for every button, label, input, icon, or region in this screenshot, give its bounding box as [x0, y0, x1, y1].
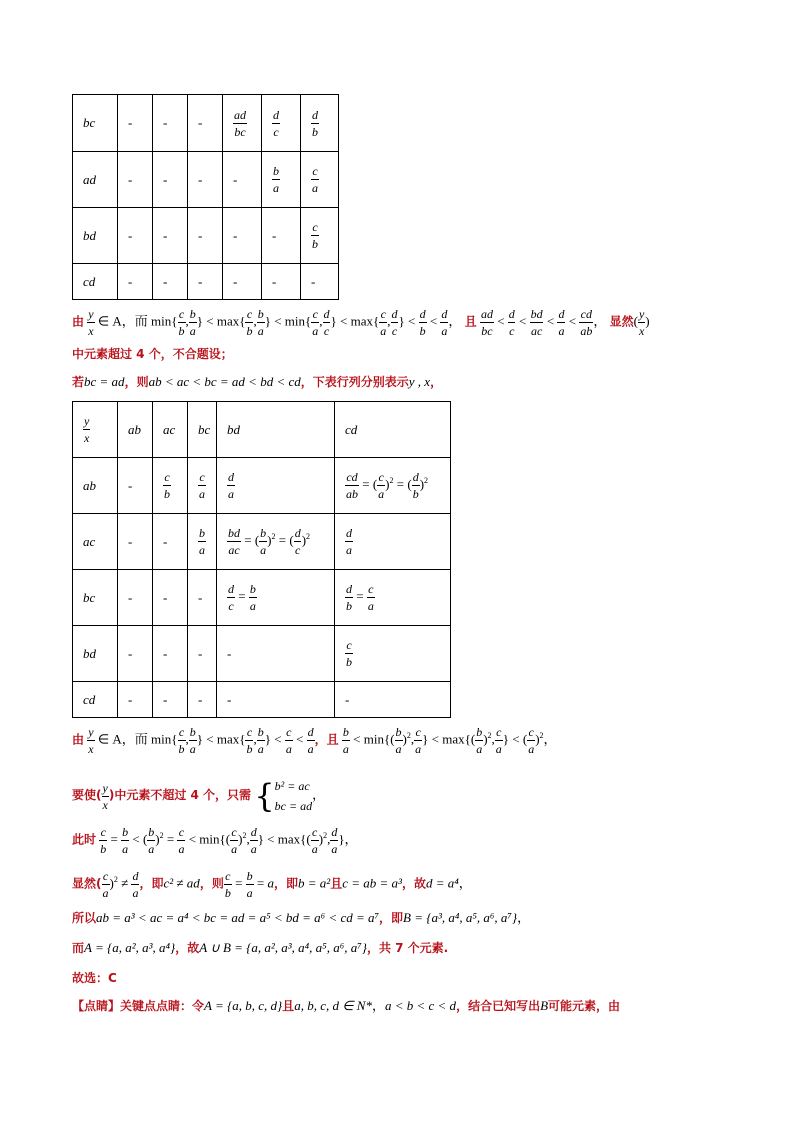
- reasoning-line-2: 中元素超过 4 个，不合题设；: [72, 347, 233, 361]
- math: y , x: [408, 374, 431, 389]
- math: a < b < c < d: [384, 998, 457, 1013]
- table-cell: -: [118, 458, 153, 514]
- table-cell: -: [217, 682, 335, 718]
- table-cell: -: [188, 152, 223, 208]
- math: d = a⁴: [425, 875, 459, 891]
- table-cell: -: [118, 570, 153, 626]
- row-header: ad: [73, 152, 118, 208]
- table-cell: -: [188, 682, 217, 718]
- row-header: bc: [73, 95, 118, 152]
- equation-system: { b² = ac bc = ad: [254, 777, 313, 815]
- table-cell: -: [153, 264, 188, 300]
- table-cell: -: [262, 208, 301, 264]
- text: ，共 7 个元素.: [366, 941, 449, 955]
- table-cell: -: [188, 570, 217, 626]
- text: ，则: [124, 375, 149, 389]
- text: ，故: [175, 941, 200, 955]
- table-cell: $\frac{d}{b}$ = $\frac{c}{a}$: [335, 570, 451, 626]
- text: 所以: [72, 911, 97, 925]
- table-cell: $\frac{cd}{ab}$ = ( $\frac{c}{a}$ )$^2$ = ( $\frac{d}{b}$ )$^2$: [335, 458, 451, 514]
- table-cell: -: [223, 208, 262, 264]
- math: ∈ A，而 min{: [97, 313, 178, 329]
- reasoning-line-1: 由 $\frac{y}{x}$ ∈ A，而 min{ $\frac{c}{b}$ , $\frac{b}{a}$ } < max{ $\frac{c}{b}$ , $\frac{b}{a}$ } < min{ $\frac{c}{a}$ , $\frac{d}{c}$ } < max{ $\frac{c}{a}$ , $\frac{d}{c}$ } < $\frac{d}{b}$ < $\frac{d}{a}$ ， 且 $\frac{ad}{bc}$ < $\frac{d}{c}$ < $\frac{bd}{ac}$ < $\frac{d}{a}$ < $\frac{cd}{ab}$ ， 显然( $\frac{y}{x}$ ): [72, 307, 650, 338]
- table-cell: -: [188, 264, 223, 300]
- table-cell: $\frac{d}{a}$: [335, 514, 451, 570]
- column-header: bc: [188, 402, 217, 458]
- table-cell: $\frac{c}{b}$: [153, 458, 188, 514]
- row-header: cd: [73, 264, 118, 300]
- table-cell: $\frac{d}{c}$: [262, 95, 301, 152]
- row-header: ac: [73, 514, 118, 570]
- table-cell: -: [153, 570, 188, 626]
- table-cell: $\frac{c}{a}$: [188, 458, 217, 514]
- table-cell: $\frac{ad}{bc}$: [223, 95, 262, 152]
- text: 由: [72, 732, 85, 747]
- table-row: [73, 264, 339, 300]
- row-header: ab: [73, 458, 118, 514]
- table-row: [73, 402, 451, 458]
- math: } < min{: [264, 313, 312, 329]
- table-row: [73, 626, 451, 682]
- math: bc = ad: [84, 374, 125, 389]
- math: ab = a³ < ac = a⁴ < bc = ad = a⁵ < bd = a⁶ < cd = a⁷: [96, 910, 380, 925]
- table-cell: -: [118, 682, 153, 718]
- table-cell: -: [335, 682, 451, 718]
- table-cell: $\frac{c}{a}$: [301, 152, 339, 208]
- text: ，即: [379, 911, 404, 925]
- corner-cell: $\frac{y}{x}$: [73, 402, 118, 458]
- table-cell: -: [118, 95, 153, 152]
- math: } < max{: [330, 313, 380, 329]
- key-point-line: 【点睛】关键点点睛：令A = {a, b, c, d}且a, b, c, d ∈ N*，a < b < c < d，结合已知写出B可能元素，由: [72, 998, 621, 1013]
- reasoning-line-3: [72, 372, 442, 392]
- table-cell: -: [188, 626, 217, 682]
- column-header: ab: [118, 402, 153, 458]
- table-cell: -: [153, 626, 188, 682]
- math: c² ≠ ad: [163, 875, 200, 891]
- table-row: [73, 458, 451, 514]
- table-cell: -: [223, 152, 262, 208]
- reasoning-line-8: 所以ab = a³ < ac = a⁴ < bc = ad = a⁵ < bd = a⁶ < cd = a⁷，即B = {a³, a⁴, a⁵, a⁶, a⁷}，: [72, 910, 531, 925]
- text: ，且: [314, 732, 339, 747]
- math: B: [540, 998, 549, 1013]
- math: } < max{: [196, 731, 246, 747]
- table-cell: $\frac{b}{a}$: [262, 152, 301, 208]
- table-row: [73, 682, 451, 718]
- row-header: cd: [73, 682, 118, 718]
- math: b = a²: [298, 875, 331, 891]
- row-header: bd: [73, 208, 118, 264]
- math: } <: [264, 731, 282, 747]
- table-cell: -: [223, 264, 262, 300]
- math: A = {a, b, c, d}: [204, 998, 283, 1013]
- table-cell: $\frac{c}{b}$: [301, 208, 339, 264]
- text: )中元素不超过 4 个，只需: [108, 787, 252, 802]
- equation: b² = ac: [274, 779, 310, 793]
- table-cell: $\frac{d}{a}$: [217, 458, 335, 514]
- text: 要使(: [72, 787, 102, 802]
- table-row: [73, 514, 451, 570]
- table-cell: -: [118, 264, 153, 300]
- math: < max{(: [431, 731, 476, 747]
- table-2: [72, 401, 451, 718]
- table-cell: -: [188, 208, 223, 264]
- table-cell: $\frac{d}{c}$ = $\frac{b}{a}$: [217, 570, 335, 626]
- table-cell: $\frac{d}{b}$: [301, 95, 339, 152]
- math: A ∪ B = {a, a², a³, a⁴, a⁵, a⁶, a⁷}: [199, 940, 367, 955]
- text: 且: [330, 876, 343, 891]
- reasoning-line-9: [72, 938, 448, 958]
- table-cell: $\frac{bd}{ac}$ = ( $\frac{b}{a}$ )$^2$ = ( $\frac{d}{c}$ )$^2$: [217, 514, 335, 570]
- table-cell: $\frac{b}{a}$: [188, 514, 217, 570]
- table-cell: -: [118, 152, 153, 208]
- table-row: [73, 570, 451, 626]
- text: 而: [72, 941, 85, 955]
- reasoning-line-4: 由 $\frac{y}{x}$ ∈ A，而 min{ $\frac{c}{b}$ , $\frac{b}{a}$ } < max{ $\frac{c}{b}$ , $\frac{b}{a}$ } < $\frac{c}{a}$ < $\frac{d}{a}$ ，且 $\frac{b}{a}$ < min{( $\frac{b}{a}$ )$^2$, $\frac{c}{a}$ } < max{( $\frac{b}{a}$ )$^2$, $\frac{c}{a}$ } < ( $\frac{c}{a}$ )$^2$，: [72, 725, 557, 756]
- text: 可能元素，由: [548, 999, 621, 1013]
- row-header: bc: [73, 570, 118, 626]
- column-header: ac: [153, 402, 188, 458]
- text: 此时: [72, 832, 97, 847]
- table-cell: -: [153, 95, 188, 152]
- reasoning-line-5: 要使( $\frac{y}{x}$ )中元素不超过 4 个，只需 { b² = ac bc = ad ，: [72, 777, 326, 815]
- table-cell: -: [118, 208, 153, 264]
- equation: bc = ad: [274, 799, 313, 813]
- reasoning-line-6: 此时 $\frac{c}{b}$ = $\frac{b}{a}$ < ( $\frac{b}{a}$ )$^2$ = $\frac{c}{a}$ < min{( $\frac{c}{a}$ )$^2$, $\frac{d}{a}$ } < max{( $\frac{c}{a}$ )$^2$, $\frac{d}{a}$ }，: [72, 825, 358, 856]
- table-cell: -: [262, 264, 301, 300]
- math: ∈ A，而 min{: [97, 731, 178, 747]
- table-cell: $\frac{c}{b}$: [335, 626, 451, 682]
- text: ，即: [274, 876, 299, 891]
- table-row: [73, 95, 339, 152]
- reasoning-line-7: 显然( $\frac{c}{a}$ )$^2$ ≠ $\frac{d}{a}$ ，即c² ≠ ad，则 $\frac{c}{b}$ = $\frac{b}{a}$ = a，即b = a²且c = ab = a³，故d = a⁴，: [72, 869, 472, 900]
- math: c = ab = a³: [342, 875, 402, 891]
- math: a, b, c, d ∈ N*: [294, 998, 372, 1013]
- table-row: [73, 152, 339, 208]
- table-cell: -: [153, 152, 188, 208]
- text: 由: [72, 314, 85, 329]
- math: B = {a³, a⁴, a⁵, a⁶, a⁷}: [403, 910, 518, 925]
- table-cell: -: [188, 95, 223, 152]
- math: A = {a, a², a³, a⁴}: [84, 940, 176, 955]
- table-cell: -: [301, 264, 339, 300]
- text: 【点睛】关键点点睛：令: [72, 999, 205, 1013]
- table-1: [72, 94, 339, 300]
- table-cell: -: [217, 626, 335, 682]
- math: ab < ac < bc = ad < bd < cd: [148, 374, 301, 389]
- table-cell: -: [153, 682, 188, 718]
- math: < min{(: [353, 731, 395, 747]
- text: 且: [464, 314, 477, 329]
- column-header: bd: [217, 402, 335, 458]
- math: } < max{: [196, 313, 246, 329]
- text: 若: [72, 375, 85, 389]
- table-cell: -: [118, 626, 153, 682]
- text: ，则: [199, 876, 224, 891]
- text: 且: [282, 999, 295, 1013]
- table-cell: -: [153, 514, 188, 570]
- text: 显然: [609, 314, 634, 329]
- answer-line: 故选：C: [72, 971, 117, 985]
- text: ，即: [139, 876, 164, 891]
- text: 显然(: [72, 876, 102, 891]
- table-cell: -: [118, 514, 153, 570]
- text: ，下表行列分别表示: [300, 375, 409, 389]
- column-header: cd: [335, 402, 451, 458]
- text: ，结合已知写出: [456, 999, 541, 1013]
- row-header: bd: [73, 626, 118, 682]
- text: ，故: [401, 876, 426, 891]
- text: ，: [430, 375, 443, 389]
- table-cell: -: [153, 208, 188, 264]
- table-row: [73, 208, 339, 264]
